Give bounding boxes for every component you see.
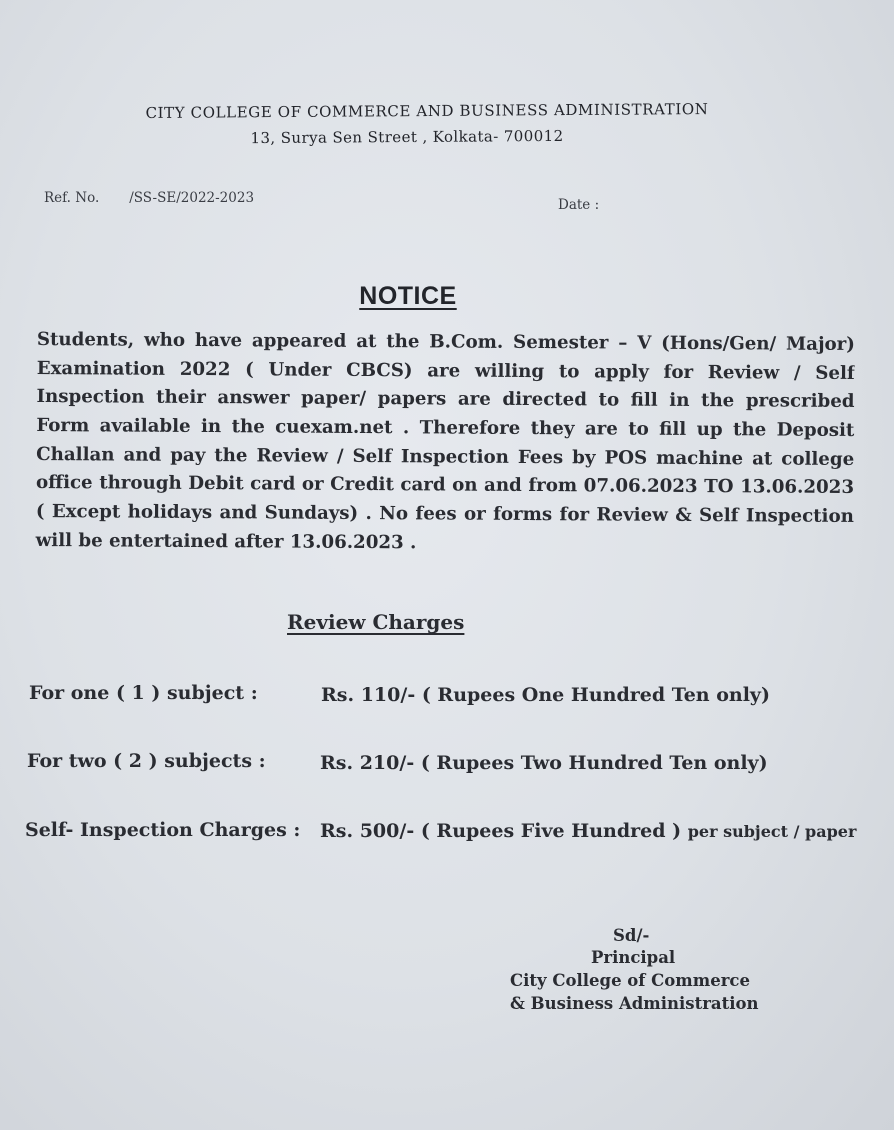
- review-charges-heading: Review Charges: [287, 610, 465, 634]
- charge-amount-suffix: per subject / paper: [687, 822, 857, 841]
- signature-sd: Sd/-: [613, 926, 650, 945]
- charge-amount-value: Rs. 500/- ( Rupees Five Hundred ): [320, 820, 682, 842]
- date-label: Date :: [558, 197, 600, 213]
- reference-number: [44, 190, 254, 206]
- college-address: 13, Surya Sen Street , Kolkata- 700012: [250, 126, 564, 148]
- signature-title: Principal: [591, 948, 676, 967]
- notice-line: Examination 2022 ( Under CBCS) are willing to apply for Review / Self: [36, 357, 855, 384]
- notice-line: will be entertained after 13.06.2023 .: [35, 529, 417, 554]
- notice-line: office through Debit card or Credit card on and from 07.06.2023 TO 13.06.2023: [35, 472, 855, 499]
- ref-value: /SS-SE/2022-2023: [129, 190, 255, 206]
- charge-label-two-subjects: For two ( 2 ) subjects :: [27, 750, 266, 772]
- notice-line: Inspection their answer paper/ papers are directed to fill in the prescribed: [36, 386, 855, 413]
- charge-amount-two-subjects: Rs. 210/- ( Rupees Two Hundred Ten only): [320, 752, 768, 774]
- notice-body: [36, 326, 855, 561]
- signature-org-line1: City College of Commerce: [510, 971, 750, 990]
- charge-label-one-subject: For one ( 1 ) subject :: [29, 682, 258, 704]
- ref-label: Ref. No.: [44, 190, 100, 206]
- charge-amount-one-subject: Rs. 110/- ( Rupees One Hundred Ten only): [321, 684, 770, 706]
- notice-line: Challan and pay the Review / Self Inspection Fees by POS machine at college: [36, 443, 855, 470]
- notice-title: NOTICE: [359, 282, 457, 310]
- signature-org-line2: & Business Administration: [510, 994, 759, 1013]
- charge-amount-self-inspection: [320, 820, 856, 842]
- notice-line: Students, who have appeared at the B.Com. Semester – V (Hons/Gen/ Major): [36, 328, 855, 355]
- notice-line: ( Except holidays and Sundays) . No fees or forms for Review & Self Inspection: [35, 501, 854, 528]
- college-name: CITY COLLEGE OF COMMERCE AND BUSINESS ADMINISTRATION: [145, 100, 709, 122]
- charge-label-self-inspection: Self- Inspection Charges :: [25, 819, 301, 841]
- notice-line: Form available in the cuexam.net . Therefore they are to fill up the Deposit: [36, 415, 855, 442]
